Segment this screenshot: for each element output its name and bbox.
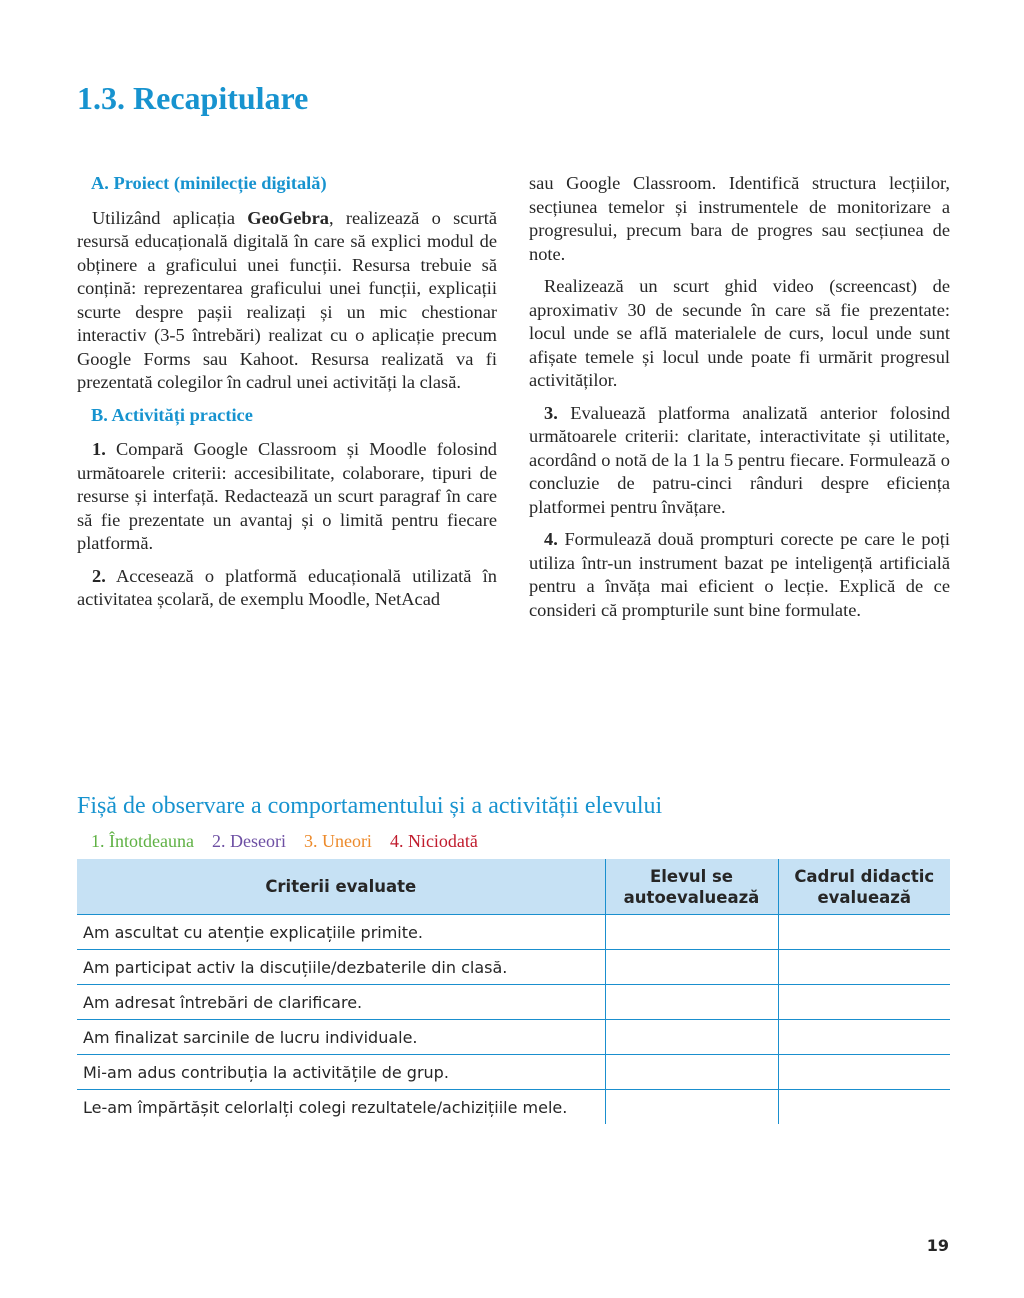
task-2-text: Accesează o platformă educațională utilizată în activitatea școlară, de exemplu Moodle, NetAcad	[77, 565, 497, 609]
self-evaluation-cell[interactable]	[605, 950, 778, 985]
section-b-heading: B. Activități practice	[91, 404, 253, 425]
table-row	[77, 915, 950, 950]
section-a-heading: A. Proiect (minilecție digitală)	[91, 173, 327, 193]
teacher-evaluation-cell[interactable]	[778, 915, 950, 950]
teacher-evaluation-cell[interactable]	[778, 1090, 950, 1125]
header-criteria: Criterii evaluate	[77, 859, 605, 915]
task-4-number: 4.	[544, 529, 558, 549]
task-1	[77, 438, 497, 556]
task-2-paragraph-2: Realizează un scurt ghid video (screencast) de aproximativ 30 de secunde în care să fie prezentate: locul unde se află materialele de curs, locul unde sunt afișate temele și locul unde poate fi urmărit progresul activităților.	[529, 276, 950, 390]
table-row	[77, 1020, 950, 1055]
task-2-continuation: sau Google Classroom. Identifică structura lecțiilor, secțiunea temelor și instrumentele de monitorizare a progresului, precum bara de progres sau secțiunea de note.	[529, 173, 950, 264]
teacher-evaluation-cell[interactable]	[778, 1055, 950, 1090]
table-row	[77, 1055, 950, 1090]
page-title: 1.3. Recapitulare	[77, 80, 309, 116]
criterion-cell: Am participat activ la discuțiile/dezbaterile din clasă.	[77, 950, 605, 985]
teacher-evaluation-cell[interactable]	[778, 1020, 950, 1055]
criterion-cell: Am adresat întrebări de clarificare.	[77, 985, 605, 1020]
legend-sometimes: 3. Uneori	[303, 831, 372, 851]
text-run: Utilizând aplicația	[92, 207, 248, 228]
header-teacher-evaluation: Cadrul didactic evaluează	[778, 859, 950, 915]
task-4-text: Formulează două prompturi corecte pe care le poți utiliza într-un instrument bazat pe inteligență artificială pentru a învăța mai eficient o lecție. Explică de ce consideri că prompturile sunt bine formulate.	[529, 529, 950, 620]
self-evaluation-cell[interactable]	[605, 1055, 778, 1090]
self-evaluation-cell[interactable]	[605, 915, 778, 950]
task-1-number: 1.	[92, 439, 106, 459]
task-2-number: 2.	[92, 565, 106, 586]
right-column	[529, 172, 950, 631]
criterion-cell: Mi-am adus contribuția la activitățile de grup.	[77, 1055, 605, 1090]
criterion-cell: Le-am împărtășit celorlalți colegi rezultatele/achizițiile mele.	[83, 1097, 568, 1117]
task-1-text: Compară Google Classroom și Moodle folosind următoarele criterii: accesibilitate, colaborare, tipuri de resurse și interfață. Redactează un scurt paragraf în care să fie prezentate un avantaj și o limită pentru fiecare platformă.	[77, 439, 497, 553]
text-run: , realizează o scurtă resursă educațională digitală în care să explici modul de obținere a graficului unei funcții. Resursa trebuie să conțină: reprezentarea graficului unei funcții, explicații scurte despre pașii realizați și un mic chestionar interactiv (3-5 întrebări) realizat cu o aplicație precum Google Forms sau Kahoot. Resursa realizată va fi prezentată colegilor în cadrul unei activități la clasă.	[77, 207, 497, 392]
teacher-evaluation-cell[interactable]	[778, 950, 950, 985]
left-column	[77, 172, 497, 621]
rating-legend	[91, 831, 478, 852]
table-row	[77, 950, 950, 985]
teacher-evaluation-cell[interactable]	[778, 985, 950, 1020]
observation-sheet-title: Fișă de observare a comportamentului și a activității elevului	[77, 793, 663, 819]
header-self-evaluation: Elevul se autoevaluează	[605, 859, 778, 915]
task-3-text: Evaluează platforma analizată anterior folosind următoarele criterii: claritate, interactivitate și utilitate, acordând o notă de la 1 la 5 pentru fiecare. Formulează o concluzie de patru-cinci rânduri despre eficiența platformei pentru învățare.	[529, 402, 950, 517]
legend-often: 2. Deseori	[211, 831, 286, 851]
self-evaluation-cell[interactable]	[605, 1090, 778, 1125]
criterion-cell: Am finalizat sarcinile de lucru individuale.	[77, 1020, 605, 1055]
task-3-number: 3.	[544, 402, 558, 423]
section-a-paragraph	[77, 207, 497, 395]
app-name: GeoGebra	[247, 207, 329, 228]
task-3	[529, 402, 950, 520]
self-evaluation-cell[interactable]	[605, 985, 778, 1020]
legend-never: 4. Niciodată	[389, 831, 478, 851]
legend-always: 1. Întotdeauna	[91, 831, 194, 851]
table-header-row	[77, 859, 950, 915]
observation-table	[77, 859, 950, 1124]
table-row	[77, 1090, 950, 1125]
task-4	[529, 528, 950, 622]
criterion-cell: Am ascultat cu atenție explicațiile primite.	[77, 915, 605, 950]
task-2	[77, 565, 497, 612]
table-row	[77, 985, 950, 1020]
self-evaluation-cell[interactable]	[605, 1020, 778, 1055]
page-number: 19	[926, 1236, 949, 1255]
